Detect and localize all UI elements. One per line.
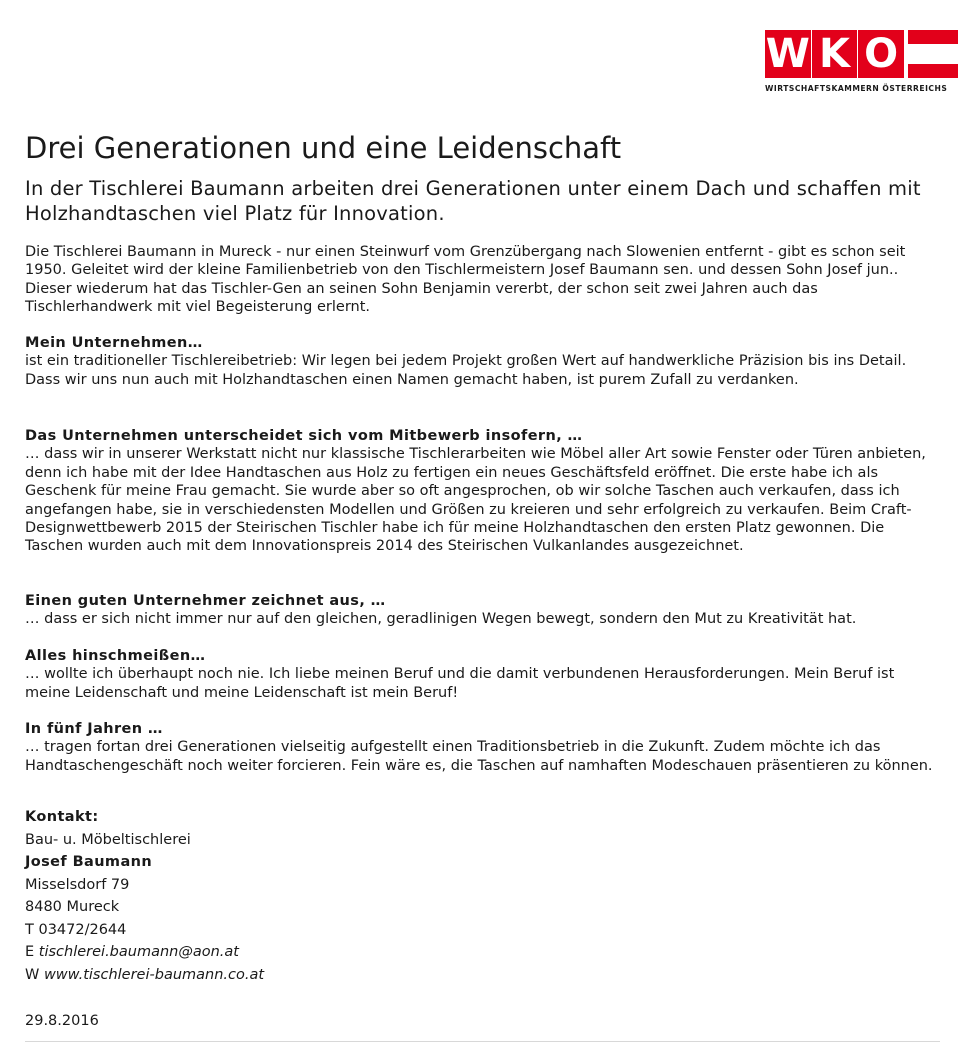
contact-email-row	[25, 941, 625, 964]
section-heading: Alles hinschmeißen…	[25, 648, 206, 664]
footer-divider	[25, 1041, 940, 1042]
logo-letters	[765, 30, 905, 78]
section-text: … dass wir in unserer Werkstatt nicht nur klassische Tischlerarbeiten wie Möbel aller Art sowie Fenster oder Türen anbieten, denn ich habe mit der Idee Handtaschen aus Holz zu fertigen ein neues Geschäftsfeld eröffnet. Die erste habe ich als Geschenk für meine Frau gemacht. Sie wurde aber so oft angesprochen, ob wir solche Taschen auch verkaufen, dass ich angefangen habe, sie in verschiedensten Modellen und Größen zu kreieren und sehr erfolgreich zu verkaufen. Beim Craft-Designwettbewerb 2015 der Steirischen Tischler habe ich für meine Holzhandtaschen den ersten Platz gewonnen. Die Taschen wurden auch mit dem Innovationspreis 2014 des Steirischen Vulkanlandes ausgezeichnet.	[25, 446, 926, 555]
contact-city: 8480 Mureck	[25, 899, 120, 915]
logo-subtitle: WIRTSCHAFTSKAMMERN ÖSTERREICHS	[765, 84, 948, 93]
contact-name: Josef Baumann	[25, 854, 153, 870]
section-heading: In fünf Jahren …	[25, 721, 163, 737]
article-intro: Die Tischlerei Baumann in Mureck - nur einen Steinwurf vom Grenzübergang nach Slowenien entfernt - gibt es schon seit 1950. Geleitet wird der kleine Familienbetrieb von den Tischlermeistern Josef Baumann sen. und dessen Sohn Josef jun.. Dieser wiederum hat das Tischler-Gen an seinen Sohn Benjamin vererbt, der schon seit zwei Jahren auch das Tischlerhandwerk mit viel Begeisterung erlernt.	[25, 244, 906, 316]
article-title: Drei Generationen und eine Leidenschaft	[25, 131, 622, 165]
logo-letter-w: W	[765, 31, 810, 77]
section-guter-unternehmer	[25, 592, 940, 629]
section-text: … wollte ich überhaupt noch nie. Ich liebe meinen Beruf und die damit verbundenen Herausforderungen. Mein Beruf ist meine Leidenschaft und meine Leidenschaft ist mein Beruf!	[25, 666, 895, 701]
contact-street: Misselsdorf 79	[25, 876, 130, 893]
logo-letter-k: K	[812, 30, 858, 78]
email-prefix: E	[25, 944, 35, 960]
wko-logo	[765, 30, 958, 98]
email-link[interactable]: tischlerei.baumann@aon.at	[38, 944, 239, 960]
flag-stripe-bottom	[908, 64, 958, 78]
logo-letter-o: O	[858, 30, 904, 78]
contact-label: Kontakt:	[25, 809, 99, 825]
section-mitbewerb	[25, 427, 940, 556]
section-heading: Das Unternehmen unterscheidet sich vom Mitbewerb insofern, …	[25, 428, 583, 444]
article-lead: In der Tischlerei Baumann arbeiten drei Generationen unter einem Dach und schaffen mit Holzhandtaschen viel Platz für Innovation.	[25, 177, 921, 225]
section-hinschmeissen	[25, 647, 940, 702]
section-heading: Einen guten Unternehmer zeichnet aus, …	[25, 593, 386, 609]
contact-phone: T 03472/2644	[25, 921, 127, 938]
contact-web-row	[25, 964, 625, 987]
section-fuenf-jahren	[25, 720, 940, 775]
section-mein-unternehmen	[25, 334, 940, 389]
section-text: … tragen fortan drei Generationen vielseitig aufgestellt einen Traditionsbetrieb in die Zukunft. Zudem möchte ich das Handtaschengeschäft noch weiter forcieren. Fein wäre es, die Taschen auf namhaften Modeschauen präsentieren zu können.	[25, 739, 933, 774]
publication-date: 29.8.2016	[25, 1013, 99, 1029]
section-text: ist ein traditioneller Tischlereibetrieb: Wir legen bei jedem Projekt großen Wert auf handwerkliche Präzision bis ins Detail. Dass wir uns nun auch mit Holzhandtaschen einen Namen gemacht haben, ist purem Zufall zu verdanken.	[25, 353, 907, 388]
web-prefix: W	[25, 966, 40, 983]
section-heading: Mein Unternehmen…	[25, 335, 203, 351]
austrian-flag-icon	[908, 30, 958, 78]
contact-company: Bau- u. Möbeltischlerei	[25, 831, 191, 848]
section-text: … dass er sich nicht immer nur auf den gleichen, geradlinigen Wegen bewegt, sondern den Mut zu Kreativität hat.	[25, 611, 857, 628]
website-link[interactable]: www.tischlerei-baumann.co.at	[43, 966, 265, 983]
flag-stripe-top	[908, 30, 958, 44]
contact-block	[25, 806, 625, 986]
